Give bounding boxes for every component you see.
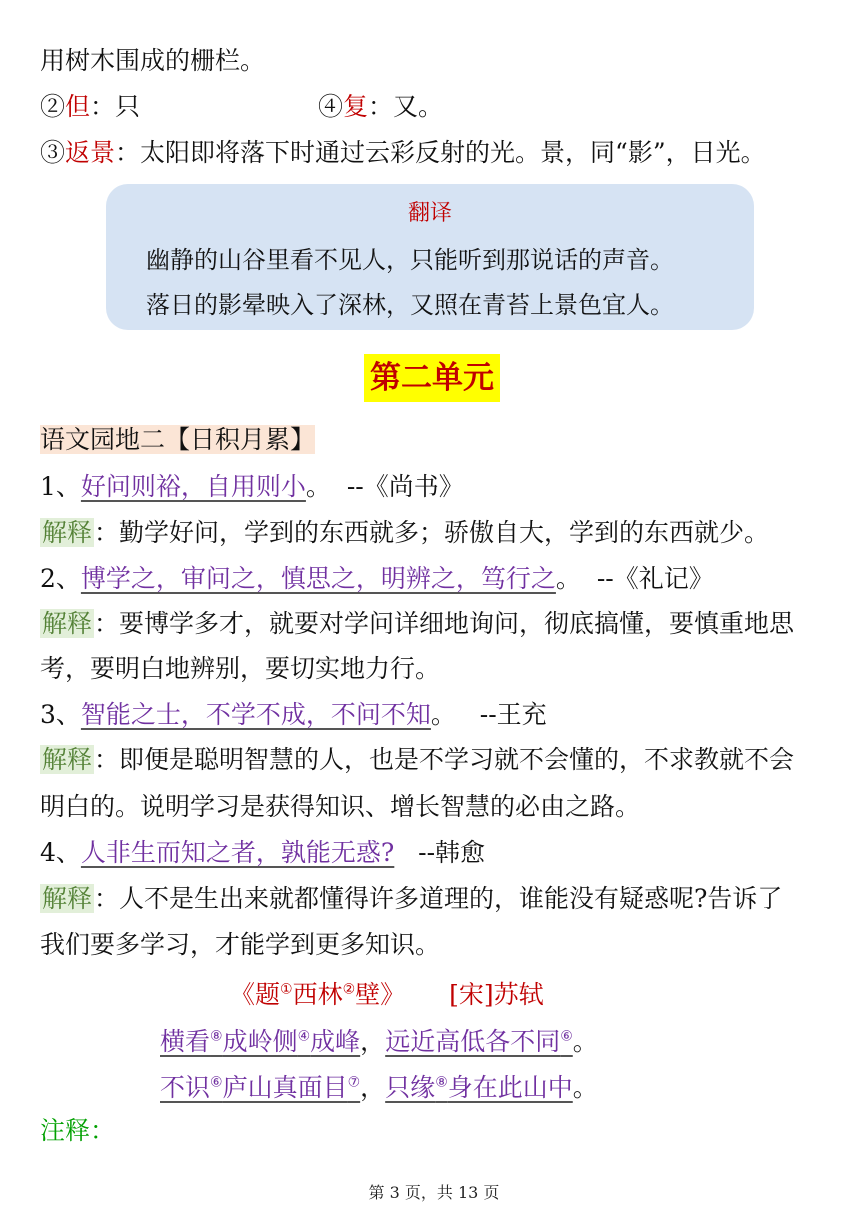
saying-quote: 智能之士，不学不成，不问不知 [80,700,431,729]
saying-line [40,836,485,870]
note-marker: ① [280,981,293,998]
definition-text: ：只 [90,92,141,121]
definition-text: 用树木围成的栅栏。 [40,46,266,75]
notes-label: 注释： [40,1116,116,1145]
explanation-label: 解释 [42,518,93,547]
definition-line-dan [40,90,140,124]
explanation-text: 考，要明白地辨别，要切实地力行。 [40,654,441,683]
definition-text: ：太阳即将落下时通过云彩反射的光。景，同“影”，日光。 [115,138,766,167]
poem-text: 横看 [160,1027,211,1056]
saying-quote: 好问则裕，自用则小 [80,472,306,501]
poem-line-2 [160,1068,598,1104]
note-marker: ② [342,981,356,998]
poem-title-text: 壁》 [355,980,406,1009]
explanation-text: ：即便是聪明智慧的人，也是不学习就不会懂的，不求教就不会 [94,745,795,774]
note-marker: ⑦ [347,1074,361,1091]
defined-word: 复 [343,92,369,121]
note-number: ② [40,92,66,121]
saying-end: 。 [555,564,581,593]
explanation-continuation [40,928,440,962]
section-title-text: 语文园地二【日积月累】 [40,425,316,454]
saying-line [40,562,714,596]
explanation-line [40,882,782,916]
explanation-label: 解释 [42,745,93,774]
note-marker: ④ [297,1028,311,1045]
explanation-label: 解释 [42,609,93,638]
defined-word: 但 [65,92,91,121]
explanation-text: 我们要多学习，才能学到更多知识。 [40,930,441,959]
note-number: ③ [40,138,66,167]
saying-end: 。 [305,472,331,501]
poem-text: 庐山真面目 [222,1073,348,1102]
defined-word: 返景 [65,138,116,167]
poem-text: 远近高低各不同 [385,1027,561,1056]
poem-text: 不识 [160,1073,211,1102]
poem-punctuation: 。 [572,1073,598,1102]
saying-source: --王充 [455,700,547,729]
explanation-label: 解释 [42,884,93,913]
definition-line-fu [318,90,443,124]
definition-line-fence [40,44,265,78]
saying-source: --《礼记》 [580,564,714,593]
translation-heading: 翻译 [407,201,452,226]
poem-text: 成峰 [310,1027,361,1056]
note-marker: ⑥ [210,1074,223,1091]
explanation-continuation [40,790,640,824]
explanation-line [40,607,794,641]
poem-text: 身在此山中 [447,1073,573,1102]
page-footer: 第 3 页，共 13 页 [368,1183,500,1202]
unit-title: 第二单元 [364,354,500,402]
section-title [40,422,315,458]
translation-line: 幽静的山谷里看不见人，只能听到那说话的声音。 [146,246,674,274]
saying-source: --《尚书》 [330,472,464,501]
explanation-text: 明白的。说明学习是获得知识、增长智慧的必由之路。 [40,792,641,821]
saying-line [40,698,547,732]
definition-text: ：又。 [368,92,444,121]
explanation-line [40,743,794,777]
saying-number: 1、 [40,472,81,501]
poem-text: 只缘 [385,1073,436,1102]
translation-box [106,184,754,330]
note-marker: ⑧ [435,1074,448,1091]
saying-source: --韩愈 [394,838,486,867]
translation-line: 落日的影晕映入了深林，又照在青苔上景色宜人。 [146,291,674,319]
poem-title [230,975,544,1011]
saying-quote: 人非生而知之者，孰能无惑? [80,838,395,867]
poem-punctuation: 。 [572,1027,598,1056]
saying-number: 2、 [40,564,81,593]
note-marker: ⑧ [210,1028,223,1045]
explanation-line [40,516,769,550]
explanation-continuation [40,652,440,686]
poem-line-1 [160,1022,598,1058]
poem-text: 成岭侧 [222,1027,298,1056]
definition-line-fanjing [40,136,766,170]
explanation-text: ：勤学好问，学到的东西就多；骄傲自大，学到的东西就少。 [94,518,770,547]
explanation-text: ：人不是生出来就都懂得许多道理的，谁能没有疑惑呢?告诉了 [94,884,783,913]
explanation-text: ：要博学多才，就要对学问详细地询问，彻底搞懂，要慎重地思 [94,609,795,638]
poem-author: [宋]苏轼 [449,980,544,1009]
saying-number: 4、 [40,838,81,867]
note-marker: ⑥ [560,1028,573,1045]
saying-quote: 博学之，审问之，慎思之，明辨之，笃行之 [80,564,556,593]
saying-number: 3、 [40,700,81,729]
poem-title-text: 《题 [230,980,281,1009]
poem-punctuation: ， [360,1027,386,1056]
poem-punctuation: ， [360,1073,386,1102]
poem-title-text: 西林 [292,980,343,1009]
saying-end: 。 [430,700,456,729]
saying-line [40,470,464,504]
note-number: ④ [318,92,344,121]
